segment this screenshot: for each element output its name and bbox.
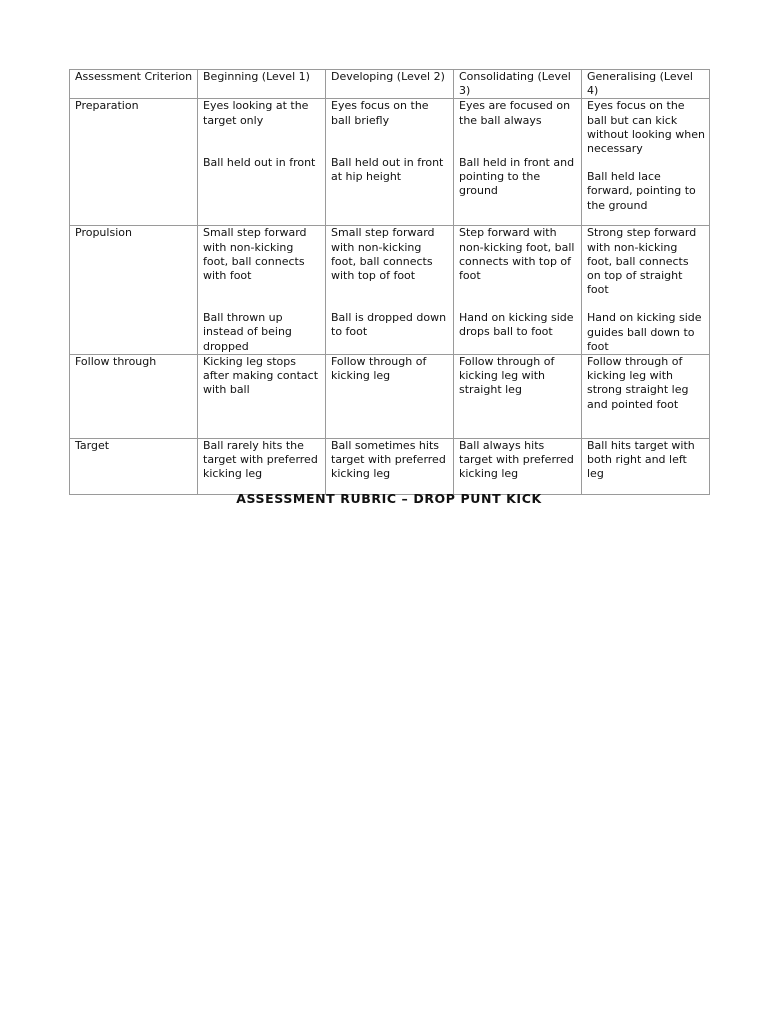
cell-text: Eyes focus on the ball but can kick without looking when necessary	[587, 99, 705, 156]
cell-text: Follow through of kicking leg	[331, 355, 427, 383]
cell-text: Eyes are focused on the ball always	[459, 99, 571, 127]
cell-text: Step forward with non-kicking foot, ball connects with top of foot	[459, 226, 575, 283]
cell-text: Ball sometimes hits target with preferred kicking leg	[331, 439, 446, 481]
header-cell-level-1	[198, 70, 326, 99]
header-label: Assessment Criterion	[75, 70, 193, 83]
rubric-cell	[326, 355, 454, 439]
rubric-cell	[198, 439, 326, 495]
cell-text: Follow through of kicking leg with straight leg	[459, 355, 555, 397]
cell-text: Eyes looking at the target only	[203, 99, 309, 127]
table-row	[70, 226, 710, 355]
cell-text: Small step forward with non-kicking foot, ball connects with top of foot	[331, 226, 435, 283]
rubric-table	[69, 69, 710, 495]
cell-text: Eyes focus on the ball briefly	[331, 99, 429, 127]
rubric-cell	[198, 355, 326, 439]
rubric-cell	[582, 226, 710, 355]
header-row	[70, 70, 710, 99]
rubric-cell	[582, 439, 710, 495]
rubric-cell	[198, 226, 326, 355]
cell-text: Ball held lace forward, pointing to the ground	[587, 170, 696, 212]
rubric-cell	[454, 439, 582, 495]
cell-text: Strong step forward with non-kicking foot, ball connects on top of straight foot	[587, 226, 697, 297]
header-cell-level-4	[582, 70, 710, 99]
rubric-cell	[326, 226, 454, 355]
header-label: Beginning (Level 1)	[203, 70, 310, 83]
cell-text: Ball held in front and pointing to the ground	[459, 155, 575, 198]
rubric-cell	[454, 226, 582, 355]
cell-text: Ball is dropped down to foot	[331, 311, 447, 339]
cell-text: Ball hits target with both right and left leg	[587, 439, 695, 481]
header-label: Developing (Level 2)	[331, 70, 445, 83]
rubric-cell	[454, 355, 582, 439]
header-cell-criterion	[70, 70, 198, 99]
cell-text: Small step forward with non-kicking foot, ball connects with foot	[203, 226, 307, 283]
document-title: ASSESSMENT RUBRIC – DROP PUNT KICK	[236, 491, 542, 506]
header-cell-level-2	[326, 70, 454, 99]
rubric-cell	[582, 355, 710, 439]
cell-text: Ball held out in front at hip height	[331, 155, 444, 184]
header-label: Generalising (Level 4)	[587, 70, 693, 98]
rubric-cell	[326, 99, 454, 226]
criterion-cell	[70, 226, 198, 355]
criterion-label: Follow through	[75, 355, 157, 369]
criterion-cell	[70, 99, 198, 226]
header-label: Consolidating (Level 3)	[459, 70, 571, 98]
rubric-cell	[454, 99, 582, 226]
cell-text: Ball rarely hits the target with preferred kicking leg	[203, 439, 318, 481]
criterion-label: Target	[75, 439, 110, 453]
rubric-cell	[198, 99, 326, 226]
cell-text: Hand on kicking side guides ball down to foot	[587, 311, 702, 353]
criterion-label: Preparation	[75, 99, 139, 113]
cell-text: Ball thrown up instead of being dropped	[203, 311, 292, 353]
criterion-cell	[70, 355, 198, 439]
cell-text: Ball held out in front	[203, 155, 316, 169]
table-row	[70, 99, 710, 226]
header-cell-level-3	[454, 70, 582, 99]
criterion-cell	[70, 439, 198, 495]
criterion-label: Propulsion	[75, 226, 132, 240]
cell-text: Hand on kicking side drops ball to foot	[459, 311, 574, 339]
table-row	[70, 439, 710, 495]
rubric-cell	[582, 99, 710, 226]
rubric-cell	[326, 439, 454, 495]
cell-text: Follow through of kicking leg with strong straight leg and pointed foot	[587, 355, 689, 411]
cell-text: Ball always hits target with preferred kicking leg	[459, 439, 574, 481]
cell-text: Kicking leg stops after making contact with ball	[203, 355, 319, 397]
table-row	[70, 355, 710, 439]
